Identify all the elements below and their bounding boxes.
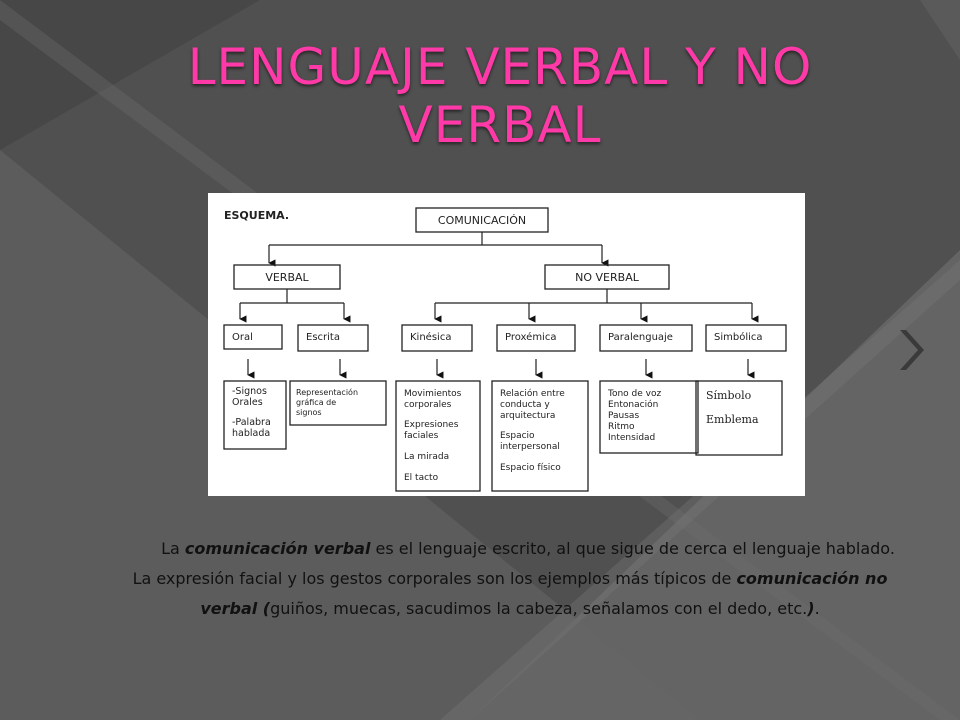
escrita-detail-1: Representación <box>296 388 359 397</box>
diagram-svg <box>208 193 805 496</box>
simbolica-detail-1: Símbolo <box>706 389 752 402</box>
type-proxemica: Proxémica <box>505 332 557 343</box>
type-oral: Oral <box>232 332 253 343</box>
kinesica-detail-4: faciales <box>404 431 439 441</box>
type-escrita: Escrita <box>306 332 340 343</box>
body-bold-3: ) <box>807 599 815 618</box>
escrita-detail-3: signos <box>296 408 322 417</box>
body-text-4: . <box>814 599 820 618</box>
proxemica-detail-2: conducta y <box>500 400 550 410</box>
oral-detail-1: -Signos <box>232 386 267 397</box>
oral-detail-3: -Palabra <box>232 417 271 428</box>
proxemica-detail-4: Espacio <box>500 431 535 441</box>
paralenguaje-detail-5: Intensidad <box>608 433 656 443</box>
kinesica-detail-6: El tacto <box>404 473 439 483</box>
type-kinesica: Kinésica <box>410 332 452 343</box>
paralenguaje-detail-1: Tono de voz <box>608 389 662 399</box>
diagram-label: ESQUEMA. <box>224 209 290 222</box>
root-label: COMUNICACIÓN <box>437 214 527 227</box>
slide-title <box>90 38 910 154</box>
paralenguaje-detail-2: Entonación <box>608 400 659 410</box>
kinesica-detail-2: corporales <box>404 400 452 410</box>
simbolica-detail-2: Emblema <box>706 413 759 426</box>
communication-diagram <box>208 193 805 496</box>
body-text-1: La <box>161 539 185 558</box>
type-simbolica: Simbólica <box>714 332 763 343</box>
verbal-label: VERBAL <box>265 271 309 284</box>
proxemica-detail-3: arquitectura <box>500 411 556 421</box>
body-text-2: es el lenguaje escrito, al que sigue de cerca el lenguaje hablado. La expresión facial y los gestos corporales son los ejemplos más típicos de <box>132 539 895 588</box>
paralenguaje-detail-4: Ritmo <box>608 422 635 432</box>
proxemica-detail-5: interpersonal <box>500 442 560 452</box>
kinesica-detail-5: La mirada <box>404 452 450 462</box>
kinesica-detail-3: Expresiones <box>404 420 459 430</box>
proxemica-detail-1: Relación entre <box>500 389 565 399</box>
body-paragraph <box>118 534 902 624</box>
no-verbal-label: NO VERBAL <box>575 271 639 284</box>
title-line-2: VERBAL <box>398 96 602 154</box>
body-text-3: guiños, muecas, sacudimos la cabeza, señalamos con el dedo, etc. <box>270 599 808 618</box>
escrita-detail-2: gráfica de <box>296 398 337 407</box>
oral-detail-4: hablada <box>232 428 271 439</box>
kinesica-detail-1: Movimientos <box>404 389 462 399</box>
title-line-1: LENGUAJE VERBAL Y NO <box>187 38 813 96</box>
oral-detail-2: Orales <box>232 397 263 408</box>
body-bold-1: comunicación verbal <box>184 539 371 558</box>
proxemica-detail-6: Espacio físico <box>500 463 561 473</box>
paralenguaje-detail-3: Pausas <box>608 411 640 421</box>
body-bold-2: comunicación no verbal ( <box>200 569 888 618</box>
type-paralenguaje: Paralenguaje <box>608 332 673 343</box>
